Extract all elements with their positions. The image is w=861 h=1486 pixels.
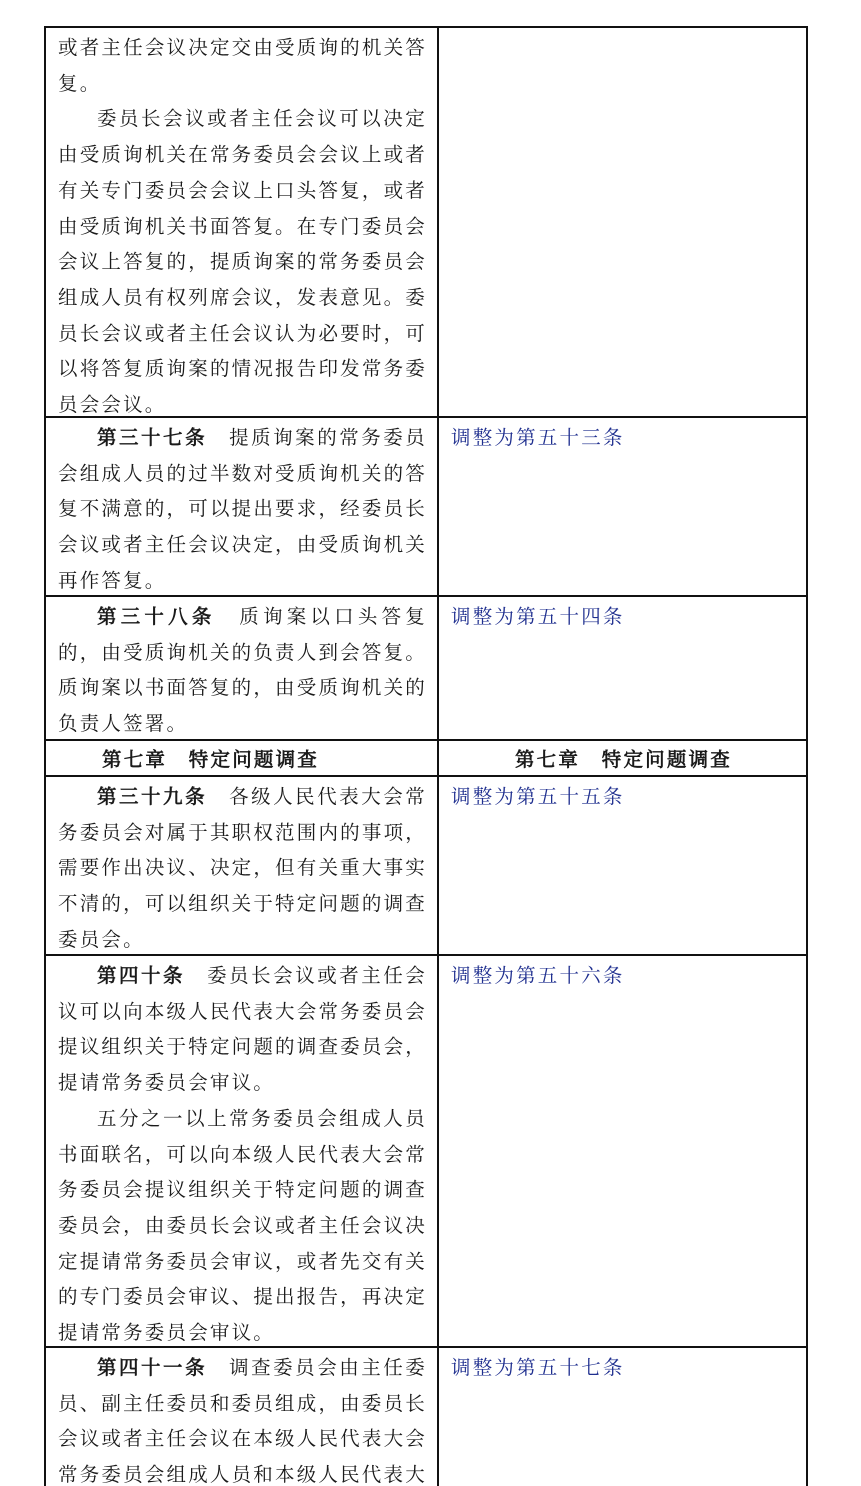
- revision-cell: [439, 1348, 806, 1486]
- article-number: 第三十八条: [97, 605, 216, 628]
- comparison-table: [44, 26, 808, 1486]
- article-number: 第三十九条: [97, 785, 208, 808]
- paragraph: 第四十一条 调查委员会由主任委员、副主任委员和委员组成，由委员长会议或者主任会议在本级人民代表大会常务委员会组成人员和本级人民代表大: [58, 1356, 427, 1486]
- chapter-heading: 第七章 特定问题调查: [514, 748, 732, 771]
- revision-note: 调整为第五十五条: [451, 785, 625, 808]
- article-number: 第四十条: [97, 964, 186, 987]
- table-row: [46, 416, 806, 595]
- original-text-cell: [46, 1348, 439, 1486]
- revision-cell: [439, 597, 806, 739]
- revision-cell: [439, 28, 806, 416]
- table-row: [46, 26, 806, 416]
- original-chapter-cell: [46, 741, 439, 775]
- article-number: 第三十七条: [97, 426, 208, 449]
- revision-cell: [439, 777, 806, 954]
- paragraph: 第四十条 委员长会议或者主任会议可以向本级人民代表大会常务委员会提议组织关于特定问题的调查委员会，提请常务委员会审议。: [58, 964, 427, 1095]
- original-text-cell: [46, 956, 439, 1346]
- paragraph: 委员长会议或者主任会议可以决定由受质询机关在常务委员会会议上或者有关专门委员会会议上口头答复，或者由受质询机关书面答复。在专门委员会会议上答复的，提质询案的常务委员会组成人员有权列席会议，发表意见。委员长会议或者主任会议认为必要时，可以将答复质询案的情况报告印发常务委员会会议。: [58, 107, 427, 416]
- table-row: [46, 1346, 806, 1486]
- article-number: 第四十一条: [97, 1356, 208, 1379]
- table-row: [46, 595, 806, 739]
- paragraph: 第三十九条 各级人民代表大会常务委员会对属于其职权范围内的事项，需要作出决议、决定，但有关重大事实不清的，可以组织关于特定问题的调查委员会。: [58, 785, 427, 951]
- revision-note: 调整为第五十六条: [451, 964, 625, 987]
- original-text-cell: [46, 418, 439, 595]
- revision-cell: [439, 418, 806, 595]
- original-text-cell: [46, 777, 439, 954]
- paragraph: 第三十七条 提质询案的常务委员会组成人员的过半数对受质询机关的答复不满意的，可以提出要求，经委员长会议或者主任会议决定，由受质询机关再作答复。: [58, 426, 427, 592]
- table-row: [46, 954, 806, 1346]
- original-text-cell: [46, 28, 439, 416]
- table-row: [46, 775, 806, 954]
- paragraph: 或者主任会议决定交由受质询的机关答复。: [58, 36, 427, 95]
- revision-cell: [439, 956, 806, 1346]
- paragraph: 五分之一以上常务委员会组成人员书面联名，可以向本级人民代表大会常务委员会提议组织关于特定问题的调查委员会，由委员长会议或者主任会议决定提请常务委员会审议，或者先交有关的专门委员会审议、提出报告，再决定提请常务委员会审议。: [58, 1106, 427, 1345]
- chapter-row: [46, 739, 806, 775]
- original-text-cell: [46, 597, 439, 739]
- revision-note: 调整为第五十四条: [451, 605, 625, 628]
- paragraph: 第三十八条 质询案以口头答复的，由受质询机关的负责人到会答复。质询案以书面答复的，由受质询机关的负责人签署。: [58, 605, 427, 736]
- revision-note: 调整为第五十七条: [451, 1356, 625, 1379]
- chapter-heading: 第七章 特定问题调查: [102, 748, 320, 771]
- revision-chapter-cell: [439, 741, 806, 775]
- revision-note: 调整为第五十三条: [451, 426, 625, 449]
